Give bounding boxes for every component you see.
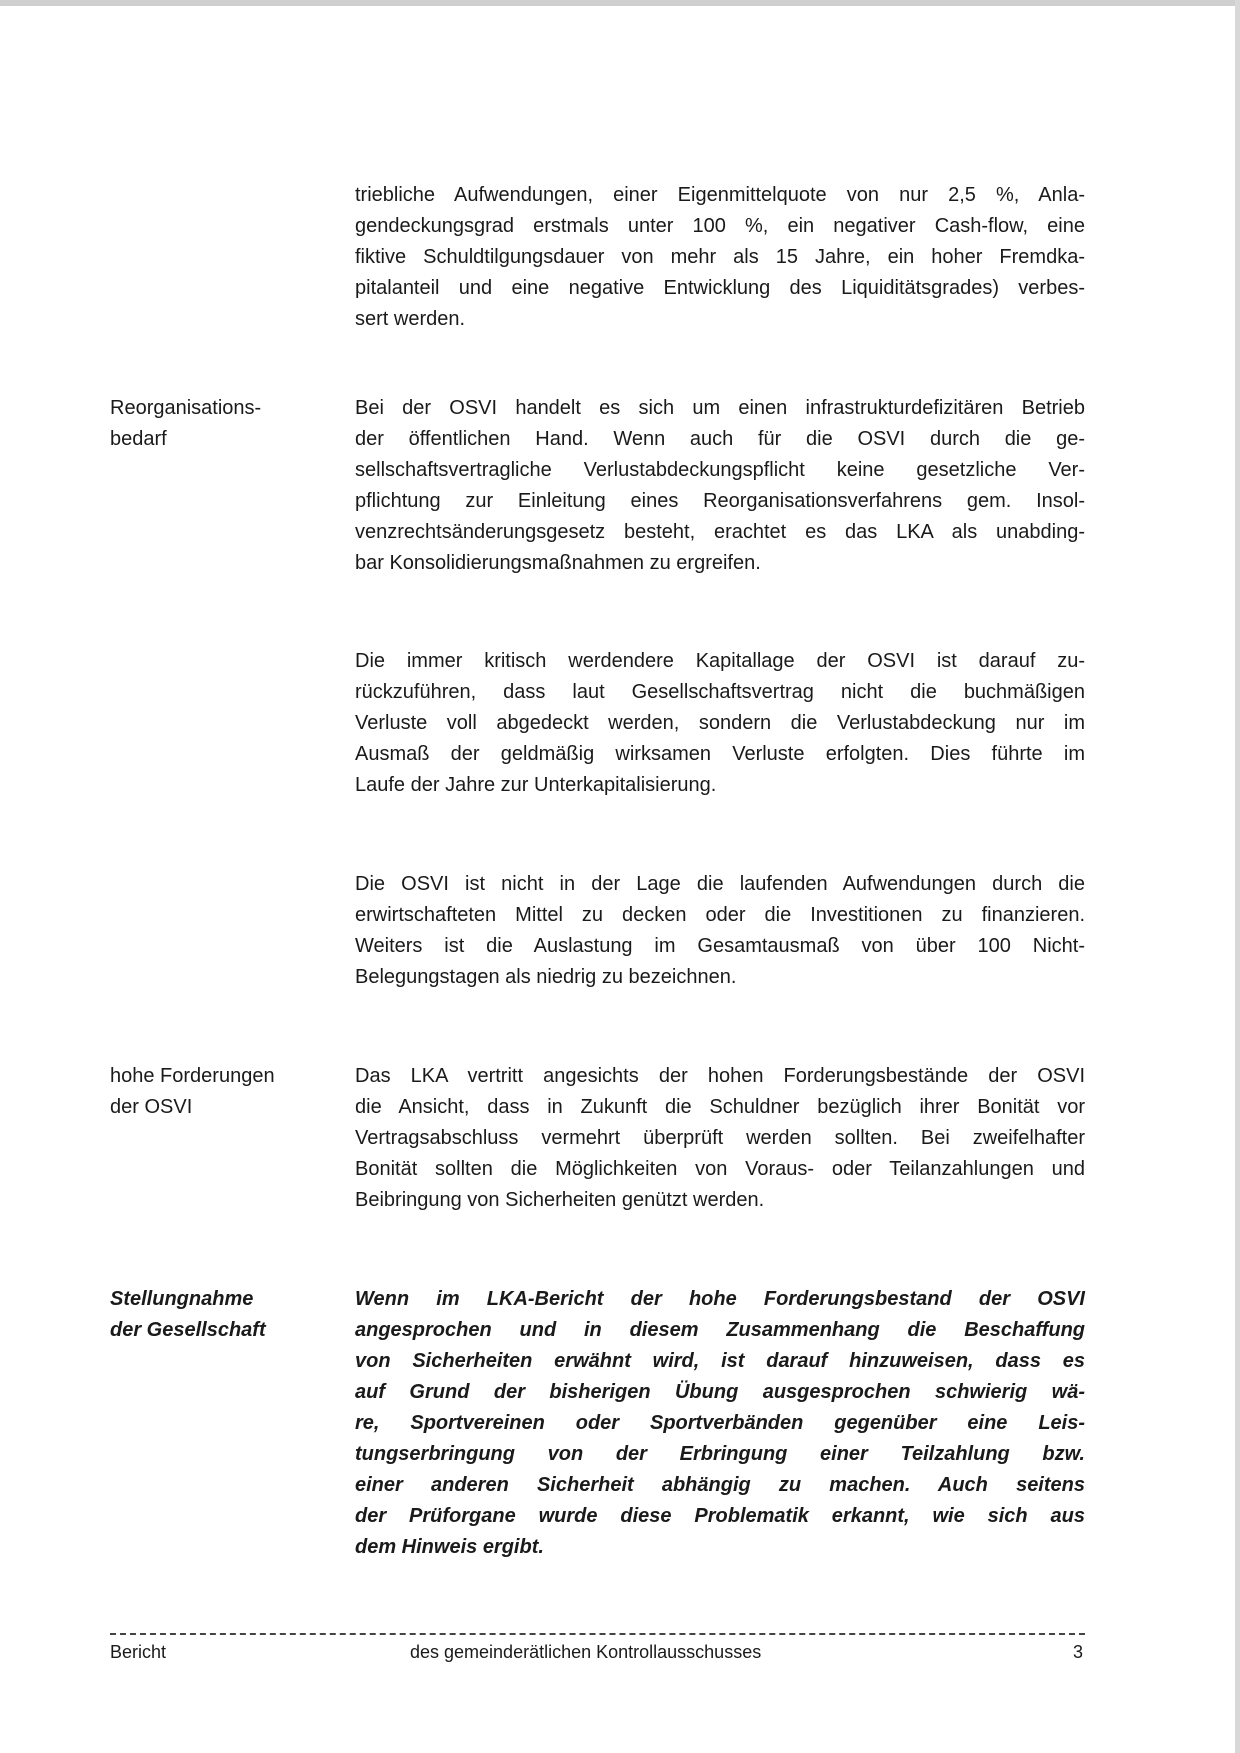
text-line: Vertragsabschluss vermehrt überprüft werden sollten. Bei zweifelhafter <box>355 1127 1085 1149</box>
text-line: Belegungstagen als niedrig zu bezeichnen. <box>355 966 737 988</box>
paragraph-statement <box>355 1284 1085 1563</box>
margin-label-forderungen <box>110 1061 330 1123</box>
text-line: Verluste voll abgedeckt werden, sondern die Verlustabdeckung nur im <box>355 712 1085 734</box>
text-line: Die immer kritisch werdendere Kapitallage der OSVI ist darauf zu- <box>355 650 1085 672</box>
label-line: der OSVI <box>110 1096 193 1118</box>
text-line: erwirtschafteten Mittel zu decken oder die Investitionen zu finanzieren. <box>355 904 1085 926</box>
text-line: fiktive Schuldtilgungsdauer von mehr als 15 Jahre, ein hoher Fremdka- <box>355 246 1085 268</box>
text-line: re, Sportvereinen oder Sportverbänden gegenüber eine Leis- <box>355 1412 1085 1434</box>
page-number: 3 <box>1073 1642 1084 1662</box>
margin-label-reorganisation <box>110 393 330 455</box>
text-line: Bonität sollten die Möglichkeiten von Voraus- oder Teilanzahlungen und <box>355 1158 1085 1180</box>
text-line: pitalanteil und eine negative Entwicklung des Liquiditätsgrades) verbes- <box>355 277 1085 299</box>
label-line: der Gesellschaft <box>110 1319 266 1341</box>
footer-left: Bericht <box>110 1642 167 1662</box>
label-line: Reorganisations- <box>110 397 262 419</box>
margin-label-stellungnahme <box>110 1284 330 1346</box>
footer-center: des gemeinderätlichen Kontrollausschusses <box>410 1642 762 1662</box>
text-line: venzrechtsänderungsgesetz besteht, erachtet es das LKA als unabding- <box>355 521 1085 543</box>
paragraph-1 <box>355 180 1085 335</box>
text-line: sert werden. <box>355 308 466 330</box>
text-line: der Prüforgane wurde diese Problematik erkannt, wie sich aus <box>355 1505 1085 1527</box>
paragraph-5 <box>355 1061 1085 1216</box>
label-line: hohe Forderungen <box>110 1065 275 1087</box>
text-line: Weiters ist die Auslastung im Gesamtausmaß von über 100 Nicht- <box>355 935 1085 957</box>
text-line: Bei der OSVI handelt es sich um einen infrastrukturdefizitären Betrieb <box>355 397 1085 419</box>
text-line: triebliche Aufwendungen, einer Eigenmittelquote von nur 2,5 %, Anla- <box>355 184 1085 206</box>
text-line: sellschaftsvertragliche Verlustabdeckungspflicht keine gesetzliche Ver- <box>355 459 1085 481</box>
text-line: die Ansicht, dass in Zukunft die Schuldner bezüglich ihrer Bonität vor <box>355 1096 1085 1118</box>
label-line: bedarf <box>110 428 167 450</box>
text-line: Die OSVI ist nicht in der Lage die laufenden Aufwendungen durch die <box>355 873 1085 895</box>
text-line: von Sicherheiten erwähnt wird, ist darauf hinzuweisen, dass es <box>355 1350 1085 1372</box>
scan-edge <box>1235 0 1240 1753</box>
text-line: dem Hinweis ergibt. <box>355 1536 544 1558</box>
footer-divider <box>110 1633 1085 1635</box>
label-line: Stellungnahme <box>110 1288 254 1310</box>
text-line: Das LKA vertritt angesichts der hohen Forderungsbestände der OSVI <box>355 1065 1085 1087</box>
text-line: Beibringung von Sicherheiten genützt werden. <box>355 1189 765 1211</box>
text-line: der öffentlichen Hand. Wenn auch für die OSVI durch die ge- <box>355 428 1085 450</box>
text-line: Ausmaß der geldmäßig wirksamen Verluste erfolgten. Dies führte im <box>355 743 1085 765</box>
scan-edge <box>0 0 1240 6</box>
text-line: Wenn im LKA-Bericht der hohe Forderungsbestand der OSVI <box>355 1288 1085 1310</box>
text-line: pflichtung zur Einleitung eines Reorganisationsverfahrens gem. Insol- <box>355 490 1085 512</box>
text-line: tungserbringung von der Erbringung einer Teilzahlung bzw. <box>355 1443 1085 1465</box>
paragraph-2 <box>355 393 1085 579</box>
paragraph-4 <box>355 869 1085 993</box>
text-line: Laufe der Jahre zur Unterkapitalisierung. <box>355 774 717 796</box>
text-line: gendeckungsgrad erstmals unter 100 %, ein negativer Cash-flow, eine <box>355 215 1085 237</box>
text-line: bar Konsolidierungsmaßnahmen zu ergreifen. <box>355 552 761 574</box>
text-line: einer anderen Sicherheit abhängig zu machen. Auch seitens <box>355 1474 1085 1496</box>
paragraph-3 <box>355 646 1085 801</box>
text-line: auf Grund der bisherigen Übung ausgesprochen schwierig wä- <box>355 1381 1085 1403</box>
text-line: rückzuführen, dass laut Gesellschaftsvertrag nicht die buchmäßigen <box>355 681 1085 703</box>
text-line: angesprochen und in diesem Zusammenhang die Beschaffung <box>355 1319 1085 1341</box>
